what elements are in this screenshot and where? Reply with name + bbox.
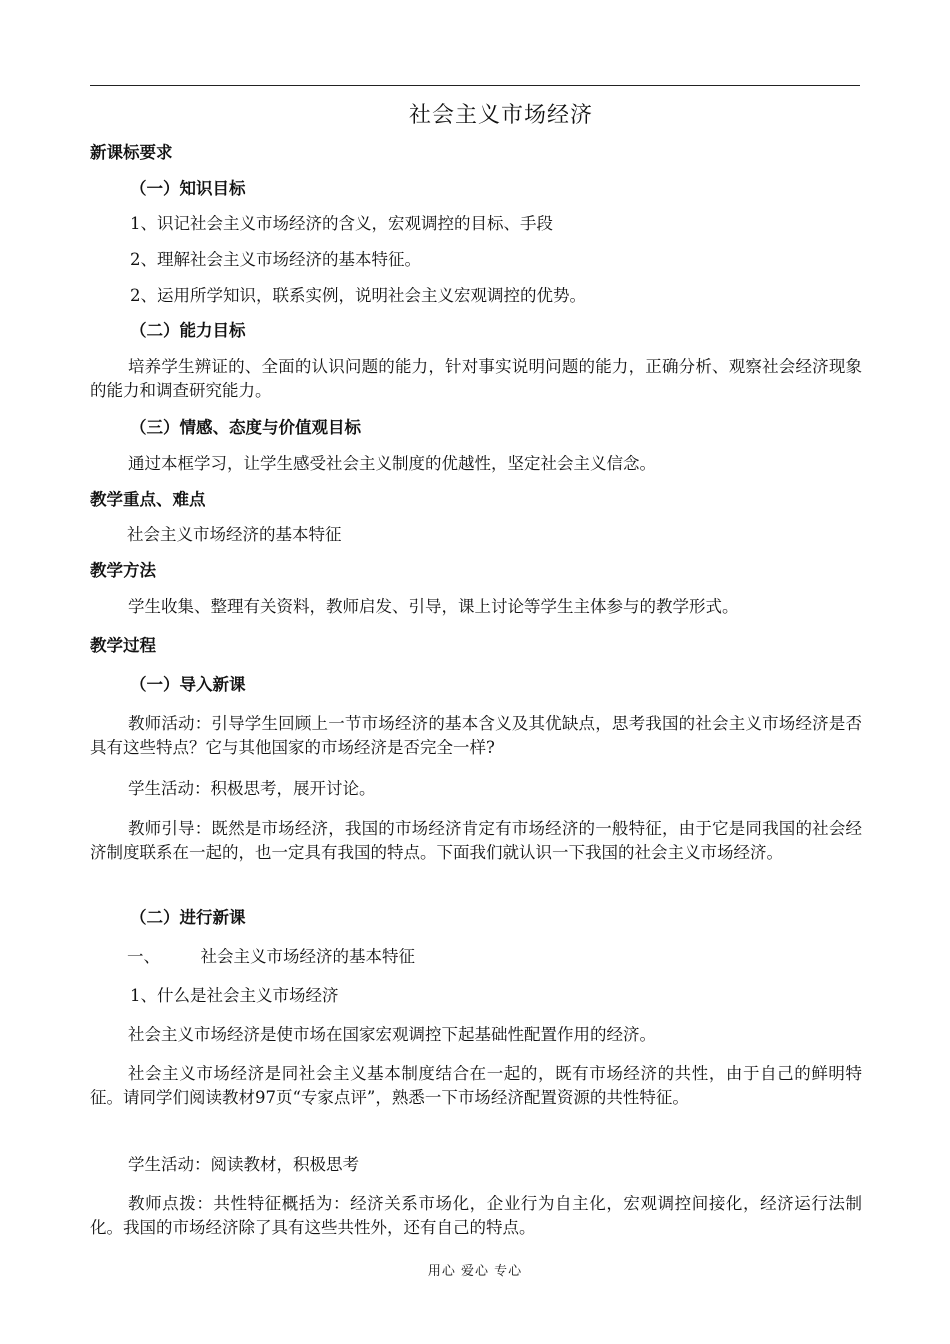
ability-paragraph: 培养学生辨证的、全面的认识问题的能力，针对事实说明问题的能力，正确分析、观察社会经济现象的能力和调查研究能力。 xyxy=(90,357,862,400)
heading-knowledge: （一）知识目标 xyxy=(130,179,246,198)
teacher-note-paragraph: 教师点拨：共性特征概括为：经济关系市场化，企业行为自主化，宏观调控间接化，经济运行法制化。我国的市场经济除了具有这些共性外，还有自己的特点。 xyxy=(90,1194,862,1237)
part-one-heading xyxy=(127,945,862,969)
heading-process: 教学过程 xyxy=(90,636,156,655)
emotion-paragraph: 通过本框学习，让学生感受社会主义制度的优越性，坚定社会主义信念。 xyxy=(128,454,656,473)
header-rule xyxy=(90,85,860,86)
part-number: 一、 xyxy=(127,947,160,966)
heading-method: 教学方法 xyxy=(90,561,156,580)
part-title: 社会主义市场经济的基本特征 xyxy=(200,947,415,966)
student-activity-2-paragraph: 学生活动：阅读教材，积极思考 xyxy=(128,1155,359,1174)
heading-ability: （二）能力目标 xyxy=(130,321,246,340)
teacher-guide-paragraph: 教师引导：既然是市场经济，我国的市场经济肯定有市场经济的一般特征，由于它是同我国的社会经济制度联系在一起的，也一定具有我国的特点。下面我们就认识一下我国的社会主义市场经济。 xyxy=(90,819,862,862)
knowledge-item-2: 2、理解社会主义市场经济的基本特征。 xyxy=(130,250,421,269)
heading-standards: 新课标要求 xyxy=(90,143,173,162)
teacher-activity-paragraph: 教师活动：引导学生回顾上一节市场经济的基本含义及其优缺点，思考我国的社会主义市场经济是否具有这些特点？它与其他国家的市场经济是否完全一样? xyxy=(90,714,862,757)
heading-emotion: （三）情感、态度与价值观目标 xyxy=(130,418,361,437)
student-activity-paragraph: 学生活动：积极思考，展开讨论。 xyxy=(128,779,376,798)
key-points-text: 社会主义市场经济的基本特征 xyxy=(127,525,342,544)
definition-paragraph: 社会主义市场经济是使市场在国家宏观调控下起基础性配置作用的经济。 xyxy=(128,1025,656,1044)
document-title: 社会主义市场经济 xyxy=(408,103,593,128)
knowledge-item-3: 2、运用所学知识，联系实例，说明社会主义宏观调控的优势。 xyxy=(130,286,586,305)
heading-intro: （一）导入新课 xyxy=(130,675,246,694)
heading-key-points: 教学重点、难点 xyxy=(90,490,206,509)
method-paragraph: 学生收集、整理有关资料，教师启发、引导，课上讨论等学生主体参与的教学形式。 xyxy=(128,597,739,616)
heading-new-lesson: （二）进行新课 xyxy=(130,908,246,927)
page-footer: 用心 爱心 专心 xyxy=(427,1264,523,1279)
knowledge-item-1: 1、识记社会主义市场经济的含义，宏观调控的目标、手段 xyxy=(130,214,553,233)
explanation-paragraph: 社会主义市场经济是同社会主义基本制度结合在一起的，既有市场经济的共性，由于自己的鲜明特征。请同学们阅读教材97页“专家点评”，熟悉一下市场经济配置资源的共性特征。 xyxy=(90,1064,862,1107)
sub-heading-what-is: 1、什么是社会主义市场经济 xyxy=(130,986,339,1005)
